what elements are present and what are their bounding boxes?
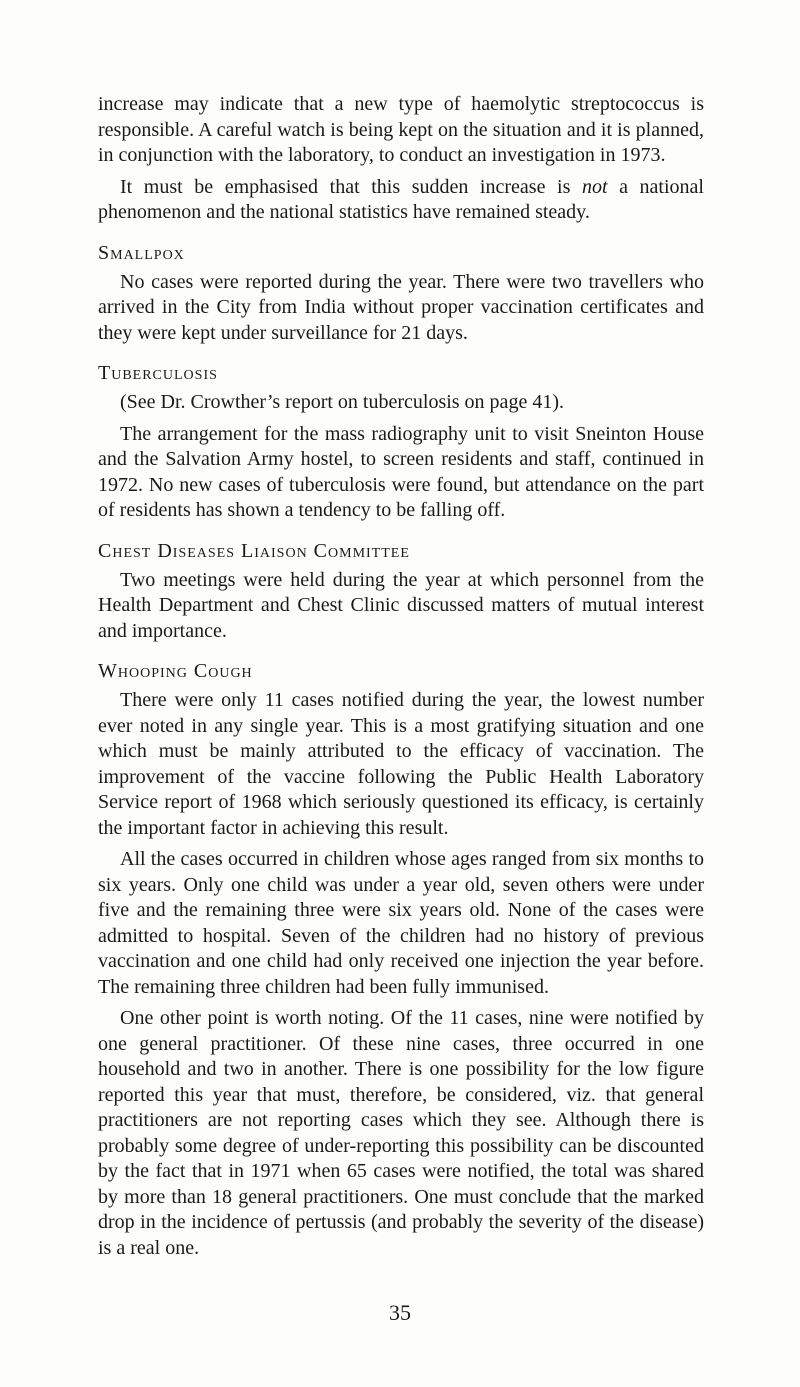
smallpox-heading: Smallpox [98,241,185,264]
whooping-cough-paragraph-1: There were only 11 cases notified during the year, the lowest number ever noted in any single year. This is a most gratifying situation and one which must be mainly attributed to the efficacy of vaccination. The improvement of the vaccine following the Public Health Laboratory Service report of 1968 which seriously questioned its efficacy, is certainly the important factor in achieving this result. [98,689,704,839]
intro-p2-after: a national phenomenon and the national statistics have remained steady. [98,175,704,223]
tuberculosis-heading: Tuberculosis [98,362,218,384]
intro-paragraph-2 [98,175,704,226]
whooping-cough-heading: Whooping Cough [98,660,253,682]
whooping-cough-paragraph-3: One other point is worth noting. Of the 11 cases, nine were notified by one general practitioner. Of these nine cases, three occurred in one household and two in another. There is one possibility for the low figure reported this year that must, therefore, be considered, viz. that general practitioners are not reporting cases which they see. Although there is probably some degree of under-reporting this possibility can be discounted by the fact that in 1971 when 65 cases were notified, the total was shared by more than 18 general practitioners. One must conclude that the marked drop in the incidence of pertussis (and probably the severity of the disease) is a real one. [98,1007,704,1259]
chest-diseases-paragraph-1: Two meetings were held during the year at which personnel from the Health Department and Chest Clinic discussed matters of mutual interest and importance. [98,568,704,642]
page-number: 35 [389,1300,411,1325]
whooping-cough-paragraph-2: All the cases occurred in children whose ages ranged from six months to six years. Only one child was under a year old, seven others were under five and the remaining three were six years old. None of the cases were admitted to hospital. Seven of the children had no history of previous vaccination and one child had only received one injection the year before. The remaining three children had been fully immunised. [98,848,704,998]
tuberculosis-paragraph-2: The arrangement for the mass radiography unit to visit Sneinton House and the Salvation Army hostel, to screen residents and staff, continued in 1972. No new cases of tuberculosis were found, but attendance on the part of residents has shown a tendency to be falling off. [98,422,704,521]
intro-p2-emphasis: not [581,175,608,198]
chest-diseases-heading: Chest Diseases Liaison Committee [98,539,410,562]
intro-paragraph-1: increase may indicate that a new type of haemolytic streptococcus is responsible. A careful watch is being kept on the situation and it is planned, in conjunction with the laboratory, to conduct an investigation in 1973. [98,93,704,166]
tuberculosis-paragraph-1: (See Dr. Crowther’s report on tuberculosis on page 41). [120,391,564,413]
intro-p2-before: It must be emphasised that this sudden increase is [120,175,582,198]
smallpox-paragraph-1: No cases were reported during the year. There were two travellers who arrived in the City from India without proper vaccination certificates and they were kept under surveillance for 21 days. [98,270,704,344]
